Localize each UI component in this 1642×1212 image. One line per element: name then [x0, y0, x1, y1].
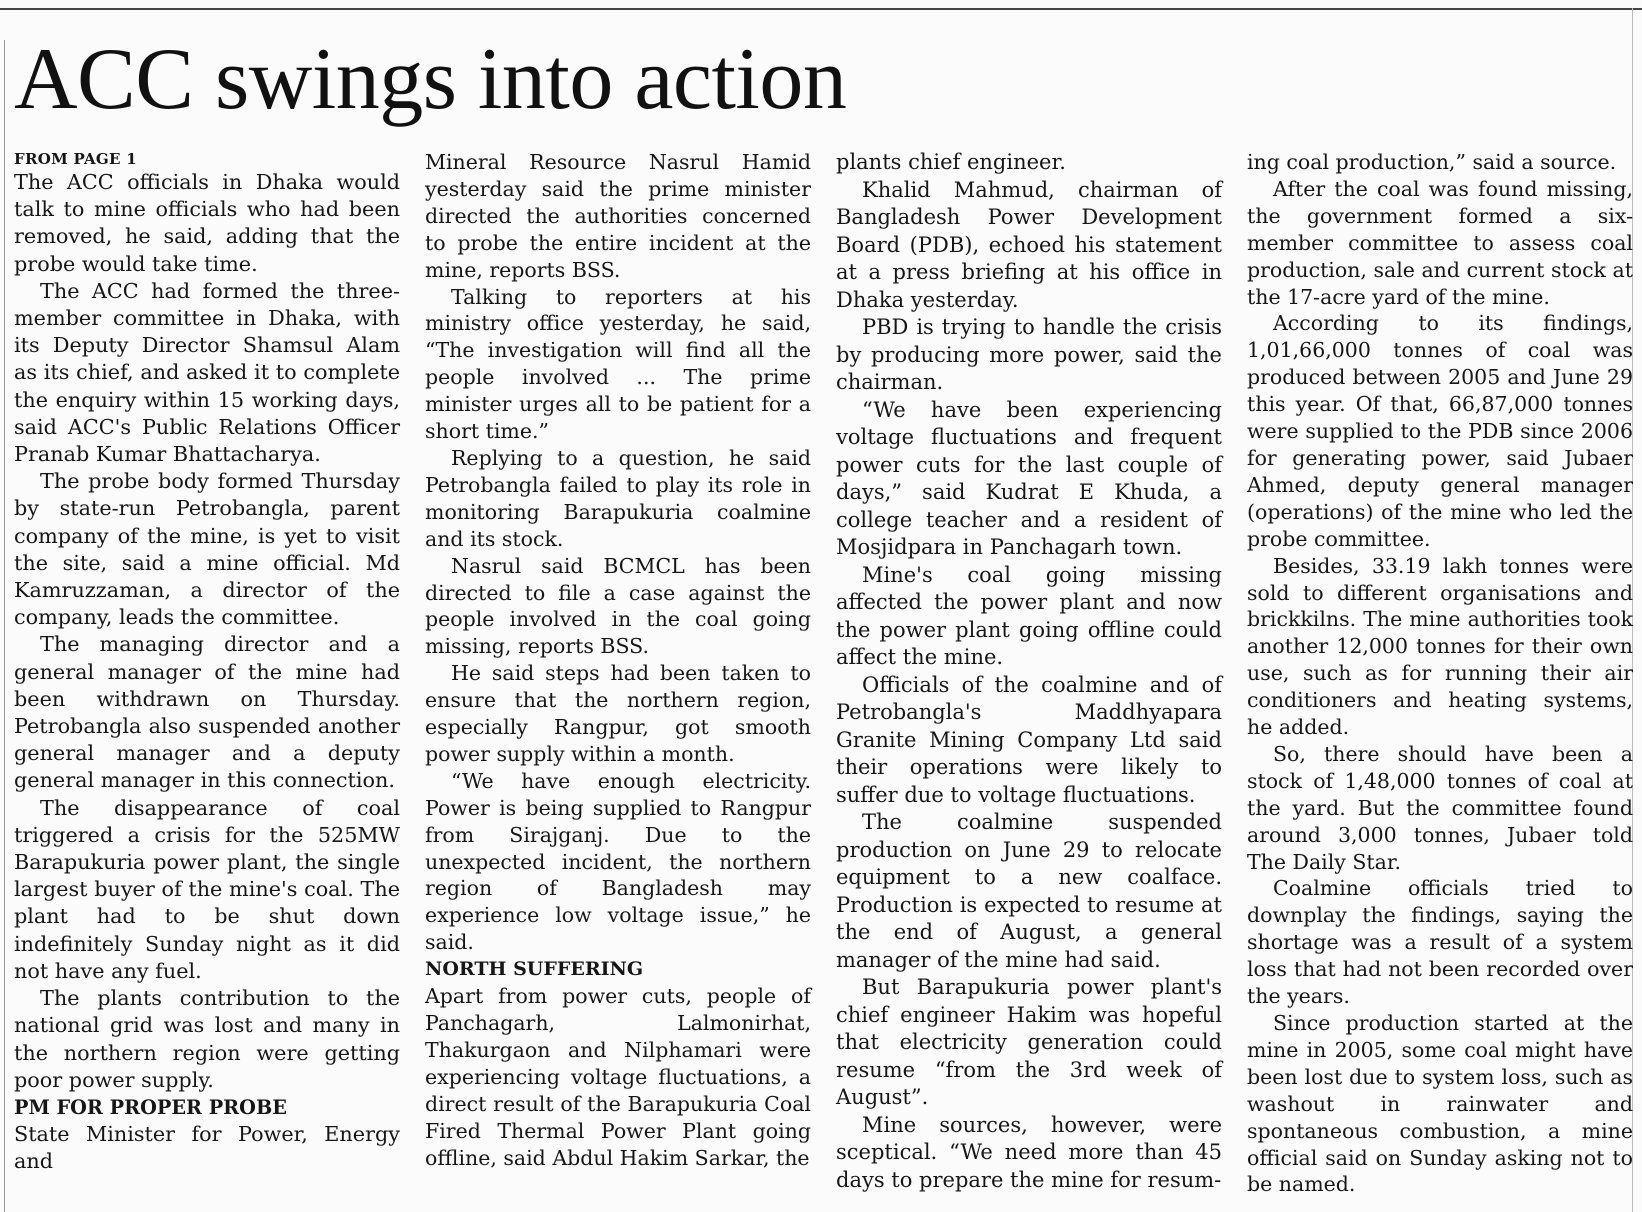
paragraph: The ACC had formed the three-member committee in Dhaka, with its Deputy Director Shamsul Alam as its chief, and asked it to complete the enquiry within 15 working days, said ACC's Public Relations Officer Pranab Kumar Bhattacharya.: [14, 278, 400, 467]
headline: ACC swings into action: [14, 31, 847, 128]
paragraph: Mineral Resource Nasrul Hamid yesterday said the prime minister directed the authorities concerned to probe the entire incident at the mine, reports BSS.: [425, 150, 811, 282]
paragraph: So, there should have been a stock of 1,48,000 tonnes of coal at the yard. But the committee found around 3,000 tonnes, Jubaer told The Daily Star.: [1247, 741, 1633, 874]
paragraph: Mine sources, however, were sceptical. “We need more than 45 days to prepare the mine for resum-: [836, 1112, 1222, 1192]
paragraph: PBD is trying to handle the crisis by producing more power, said the chairman.: [836, 315, 1222, 394]
article-column-3: [836, 149, 1222, 1194]
paragraph: Nasrul said BCMCL has been directed to file a case against the people involved in the coal going missing, reports BSS.: [425, 553, 811, 659]
paragraph: The ACC officials in Dhaka would talk to mine officials who had been removed, he said, adding that the probe would take time.: [14, 170, 400, 276]
subheading-north-suffering: NORTH SUFFERING: [425, 958, 644, 981]
paragraph: He said steps had been taken to ensure that the northern region, especially Rangpur, got smooth power supply within a month.: [425, 661, 811, 766]
article-column-4: [1247, 149, 1633, 1198]
paragraph: Talking to reporters at his ministry office yesterday, he said, “The investigation will find all the people involved ... The prime minister urges all to be patient for a short time.”: [425, 284, 811, 444]
paragraph: Besides, 33.19 lakh tonnes were sold to different organisations and brickkilns. The mine authorities took another 12,000 tonnes for their own use, such as for running their air conditioners and heating systems, he added.: [1247, 553, 1633, 740]
paragraph: Replying to a question, he said Petrobangla failed to play its role in monitoring Barapukuria coalmine and its stock.: [425, 445, 811, 551]
paragraph: Officials of the coalmine and of Petrobangla's Maddhyapara Granite Mining Company Ltd said their operations were likely to suffer due to voltage fluctuations.: [836, 672, 1222, 807]
article-column-2: [425, 149, 811, 1171]
paragraph: The plants contribution to the national grid was lost and many in the northern region were getting poor power supply.: [14, 986, 400, 1092]
paragraph: Khalid Mahmud, chairman of Bangladesh Power Development Board (PDB), echoed his statement at a press briefing at his office in Dhaka yesterday.: [836, 177, 1222, 312]
paragraph: After the coal was found missing, the government formed a six-member committee to assess coal production, sale and current stock at the 17-acre yard of the mine.: [1247, 176, 1633, 309]
subheading-pm-for-proper-probe: PM FOR PROPER PROBE: [14, 1095, 287, 1119]
paragraph: But Barapukuria power plant's chief engineer Hakim was hopeful that electricity generation could resume “from the 3rd week of August”.: [836, 975, 1222, 1109]
paragraph: Coalmine officials tried to downplay the findings, saying the shortage was a result of a system loss that had not been recorded over the years.: [1247, 876, 1633, 1009]
paragraph: The coalmine suspended production on June 29 to relocate equipment to a new coalface. Production is expected to resume at the end of August, a general manager of the mine had said.: [836, 810, 1222, 972]
paragraph: Apart from power cuts, people of Panchagarh, Lalmonirhat, Thakurgaon and Nilphamari were experiencing voltage fluctuations, a direct result of the Barapukuria Coal Fired Thermal Power Plant going offline, said Abdul Hakim Sarkar, the: [425, 984, 811, 1170]
article-column-1: [14, 149, 400, 1176]
paragraph: ing coal production,” said a source.: [1247, 150, 1617, 174]
paragraph: The managing director and a general manager of the mine had been withdrawn on Thursday. Petrobangla also suspended another general manager and a deputy general manager in this connection.: [14, 632, 400, 793]
paragraph: plants chief engineer.: [836, 150, 1066, 174]
top-rule: [0, 8, 1642, 10]
paragraph: State Minister for Power, Energy and: [14, 1122, 400, 1174]
paragraph: The disappearance of coal triggered a crisis for the 525MW Barapukuria power plant, the single largest buyer of the mine's coal. The plant had to be shut down indefinitely Sunday night as it did not have any fuel.: [14, 795, 400, 983]
paragraph: The probe body formed Thursday by state-run Petrobangla, parent company of the mine, is yet to visit the site, said a mine official. Md Kamruzzaman, a director of the company, leads the committee.: [14, 469, 400, 630]
paragraph: According to its findings, 1,01,66,000 tonnes of coal was produced between 2005 and June 29 this year. Of that, 66,87,000 tonnes were supplied to the PDB since 2006 for generating power, said Jubaer Ahmed, deputy general manager (operations) of the mine who led the probe committee.: [1247, 311, 1633, 551]
paragraph: Mine's coal going missing affected the power plant and now the power plant going offline could affect the mine.: [836, 562, 1222, 669]
left-edge-rule: [4, 40, 5, 1212]
continuation-slug: FROM PAGE 1: [14, 150, 138, 168]
paragraph: Since production started at the mine in 2005, some coal might have been lost due to system loss, such as washout in rainwater and spontaneous combustion, a mine official said on Sunday asking not to be named.: [1247, 1011, 1633, 1197]
paragraph: “We have been experiencing voltage fluctuations and frequent power cuts for the last couple of days,” said Kudrat E Khuda, a college teacher and a resident of Mosjidpara in Panchagarh town.: [836, 397, 1222, 559]
paragraph: “We have enough electricity. Power is being supplied to Rangpur from Sirajganj. Due to the unexpected incident, the northern region of Bangladesh may experience low voltage issue,” he said.: [425, 768, 811, 955]
